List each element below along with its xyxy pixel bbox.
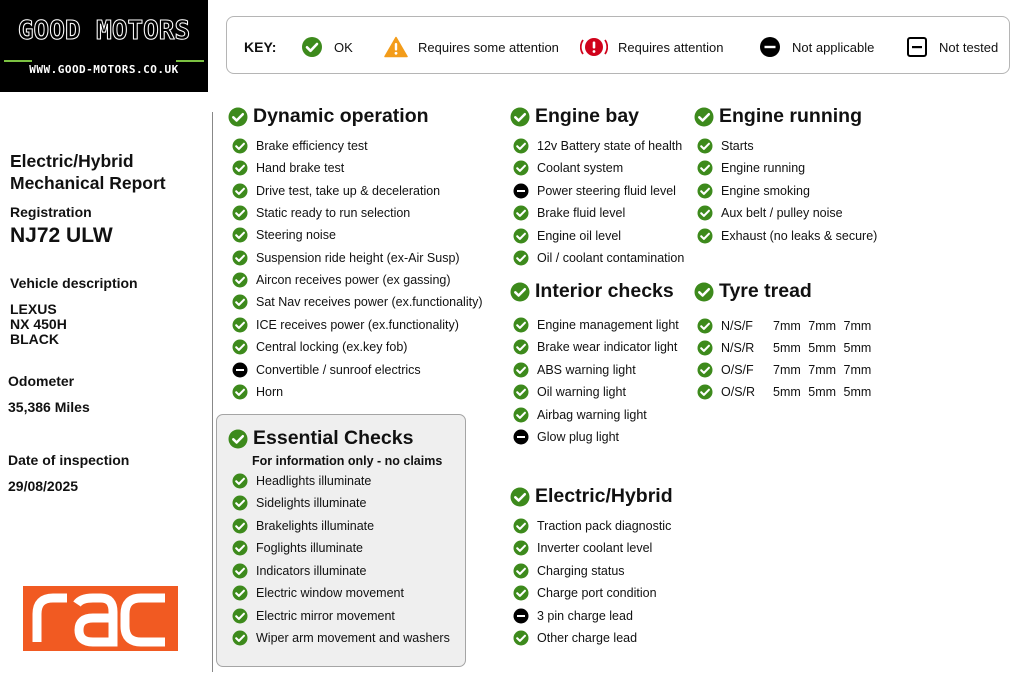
minus-circle-icon [232,362,248,378]
checklist-item-label: Oil / coolant contamination [537,251,685,265]
report-title [10,150,166,194]
checklist-item-label: Hand brake test [256,161,345,176]
section-header-engine-bay [510,105,639,128]
checklist-item-label: 12v Battery state of health [537,139,683,153]
section-header-interior-checks [510,280,674,303]
section-header-engine-running [694,105,862,128]
check-circle-icon [232,585,248,601]
checklist-item-label: Central locking (ex.key fob) [256,340,408,355]
checklist-item-label: Coolant system [537,161,624,176]
checklist-item [513,317,679,333]
checklist-item [232,183,440,199]
check-circle-icon [510,282,530,302]
checklist-item-label: Aircon receives power (ex gassing) [256,273,451,288]
checklist-item [513,160,623,176]
key-text: OK [334,39,353,55]
checklist-item [697,160,805,176]
checklist-item-label: Convertible / sunroof electrics [256,362,421,377]
warning-triangle-icon [384,35,408,59]
checklist-item-label: Wiper arm movement and washers [256,631,450,646]
check-circle-icon [232,250,248,266]
date-label: Date of inspection [8,452,130,468]
checklist-item-label: Glow plug light [537,430,619,444]
checklist-item-label: Engine running [721,161,806,176]
tyre-row [697,362,871,378]
minus-circle-icon [513,608,529,624]
section-title: Tyre tread [719,280,812,302]
checklist-item-label: Brake fluid level [537,206,626,221]
checklist-item [232,362,421,378]
report-title-line: Electric/Hybrid [10,151,134,171]
checklist-item [232,317,459,333]
checklist-item-label: Sidelights illuminate [256,496,367,511]
checklist-item-label: Electric mirror movement [256,608,395,623]
checklist-item [513,138,682,154]
check-circle-icon [232,384,248,400]
checklist-item [513,585,657,601]
checklist-item-label: Engine smoking [721,183,810,198]
essential-checks-subtitle: For information only - no claims [252,454,443,468]
checklist-item-label: Starts [721,139,754,153]
checklist-item [232,227,336,243]
checklist-item-label: Headlights illuminate [256,474,372,488]
check-circle-icon [232,563,248,579]
check-circle-icon [232,272,248,288]
checklist-item [513,407,647,423]
vehicle-description-label: Vehicle description [10,275,138,291]
checklist-item [232,495,366,511]
check-circle-icon [232,608,248,624]
section-title: Dynamic operation [253,105,429,127]
checklist-item-label: Charge port condition [537,586,657,601]
minus-square-icon [905,35,929,59]
tyre-position: O/S/F [721,363,754,377]
section-header-tyre-tread [694,280,812,303]
section-title: Engine running [719,105,862,127]
checklist-item [232,630,450,646]
check-circle-icon [697,205,713,221]
checklist-item-label: Power steering fluid level [537,183,676,198]
checklist-item-label: Airbag warning light [537,407,647,422]
checklist-item-label: Indicators illuminate [256,563,367,578]
brand-name: GOOD MOTORS [17,16,191,46]
checklist-item [513,608,633,624]
check-circle-icon [513,317,529,333]
checklist-item-label: Inverter coolant level [537,541,653,556]
check-circle-icon [232,183,248,199]
checklist-item-label: Brake wear indicator light [537,340,678,355]
checklist-item [697,228,877,244]
check-circle-icon [232,630,248,646]
checklist-item-label: Suspension ride height (ex-Air Susp) [256,250,460,265]
check-circle-icon [513,630,529,646]
checklist-item [513,250,684,266]
checklist-item [232,138,368,154]
check-circle-icon [232,138,248,154]
tyre-tread-values: 5mm 5mm 5mm [773,341,872,355]
checklist-item-label: ICE receives power (ex.functionality) [256,317,459,332]
checklist-item-label: Foglights illuminate [256,541,363,556]
minus-circle-icon [513,429,529,445]
checklist-item-label: ABS warning light [537,362,636,377]
checklist-item [232,294,482,310]
minus-circle-icon [513,183,529,199]
checklist-item-label: Electric window movement [256,586,404,601]
checklist-item-label: Other charge lead [537,631,638,645]
rac-logo-mark [23,586,178,651]
checklist-item-label: Drive test, take up & deceleration [256,183,441,198]
check-circle-icon [513,228,529,244]
check-circle-icon [228,107,248,127]
checklist-item [513,630,637,646]
check-circle-icon [232,317,248,333]
check-circle-icon [232,473,248,489]
vehicle-make: LEXUS [10,301,57,317]
registration-label: Registration [10,204,92,220]
logo-accent-line [176,60,204,62]
tyre-position: N/S/F [721,319,753,333]
key-item-some-attention [384,33,559,61]
checklist-item-label: Horn [256,384,284,399]
vehicle-model: NX 450H [10,316,67,332]
check-circle-icon [232,339,248,355]
checklist-item [232,205,410,221]
section-title: Engine bay [535,105,640,127]
checklist-item [513,183,676,199]
check-circle-icon [694,107,714,127]
checklist-item [232,563,366,579]
checklist-item-label: 3 pin charge lead [537,608,633,623]
check-circle-icon [513,407,529,423]
section-header-electric-hybrid [510,485,673,508]
check-circle-icon [232,540,248,556]
brand-url: WWW.GOOD-MOTORS.CO.UK [29,63,179,76]
logo-accent-line [4,60,32,62]
checklist-item [513,429,619,445]
checklist-item [232,608,395,624]
tyre-position: O/S/R [721,385,756,399]
check-circle-icon [697,340,713,356]
check-circle-icon [513,540,529,556]
checklist-item-label: Sat Nav receives power (ex.functionality) [256,295,483,310]
report-title-line: Mechanical Report [10,173,166,193]
checklist-item [697,183,810,199]
check-circle-icon [513,585,529,601]
section-title: Essential Checks [253,427,414,449]
checklist-item [513,228,621,244]
check-circle-icon [697,138,713,154]
tyre-position: N/S/R [721,341,755,355]
checklist-item [697,138,754,154]
checklist-item-label: Engine oil level [537,228,622,243]
tyre-row [697,318,871,334]
checklist-item [232,250,460,266]
check-circle-icon [232,227,248,243]
date-value: 29/08/2025 [8,478,79,494]
check-circle-icon [513,339,529,355]
key-text: Not tested [939,39,999,55]
check-circle-icon [513,138,529,154]
checklist-item-label: Static ready to run selection [256,206,411,221]
key-item-attention [580,33,724,61]
key-text: Requires some attention [418,39,559,55]
checklist-item [232,272,451,288]
check-circle-icon [232,495,248,511]
check-circle-icon [232,518,248,534]
check-circle-icon [697,228,713,244]
checklist-item-label: Exhaust (no leaks & secure) [721,228,878,243]
checklist-item [697,205,843,221]
check-circle-icon [697,318,713,334]
rac-logo [23,586,178,651]
check-circle-icon [513,518,529,534]
checklist-item [513,563,625,579]
check-circle-icon [694,282,714,302]
section-header-essential-checks [228,427,413,450]
vehicle-description [10,302,67,347]
check-circle-icon [513,384,529,400]
vehicle-colour: BLACK [10,331,59,347]
column-divider [212,112,213,672]
checklist-item-label: Brakelights illuminate [256,518,375,533]
section-title: Electric/Hybrid [535,485,673,507]
good-motors-logo [0,0,208,92]
registration-value: NJ72 ULW [10,224,113,247]
checklist-item [513,205,625,221]
odometer-value: 35,386 Miles [8,399,90,415]
section-header-dynamic-operation [228,105,429,128]
tyre-row [697,384,871,400]
check-circle-icon [300,35,324,59]
tyre-row [697,340,871,356]
checklist-item-label: Engine management light [537,318,679,332]
alert-circle-icon [580,35,608,59]
tyre-tread-values: 7mm 7mm 7mm [773,319,872,333]
section-title: Interior checks [535,280,674,302]
checklist-item [232,518,374,534]
checklist-item-label: Brake efficiency test [256,139,368,153]
checklist-item [513,540,652,556]
check-circle-icon [232,205,248,221]
check-circle-icon [228,429,248,449]
check-circle-icon [510,487,530,507]
check-circle-icon [697,160,713,176]
checklist-item [232,585,404,601]
check-circle-icon [510,107,530,127]
check-circle-icon [513,160,529,176]
checklist-item [232,339,407,355]
check-circle-icon [232,160,248,176]
check-circle-icon [232,294,248,310]
key-text: Not applicable [792,39,875,55]
checklist-item [232,384,283,400]
checklist-item [232,160,344,176]
check-circle-icon [697,362,713,378]
tyre-tread-values: 5mm 5mm 5mm [773,385,872,399]
checklist-item [513,384,626,400]
key-item-not-tested [905,33,998,61]
check-circle-icon [513,563,529,579]
minus-circle-icon [758,35,782,59]
key-item-not-applicable [758,33,874,61]
check-circle-icon [513,205,529,221]
checklist-item-label: Traction pack diagnostic [537,519,672,533]
odometer-label: Odometer [8,373,75,389]
checklist-item [513,339,677,355]
checklist-item [232,473,371,489]
checklist-item-label: Oil warning light [537,385,626,400]
tyre-tread-values: 7mm 7mm 7mm [773,363,872,377]
check-circle-icon [513,362,529,378]
check-circle-icon [697,384,713,400]
key-item-ok [300,33,353,61]
checklist-item-label: Aux belt / pulley noise [721,206,843,221]
checklist-item [513,518,671,534]
checklist-item-label: Steering noise [256,228,336,243]
key-text: Requires attention [618,39,724,55]
key-label: KEY: [244,39,277,55]
checklist-item [513,362,636,378]
checklist-item [232,540,363,556]
check-circle-icon [697,183,713,199]
checklist-item-label: Charging status [537,563,625,578]
check-circle-icon [513,250,529,266]
